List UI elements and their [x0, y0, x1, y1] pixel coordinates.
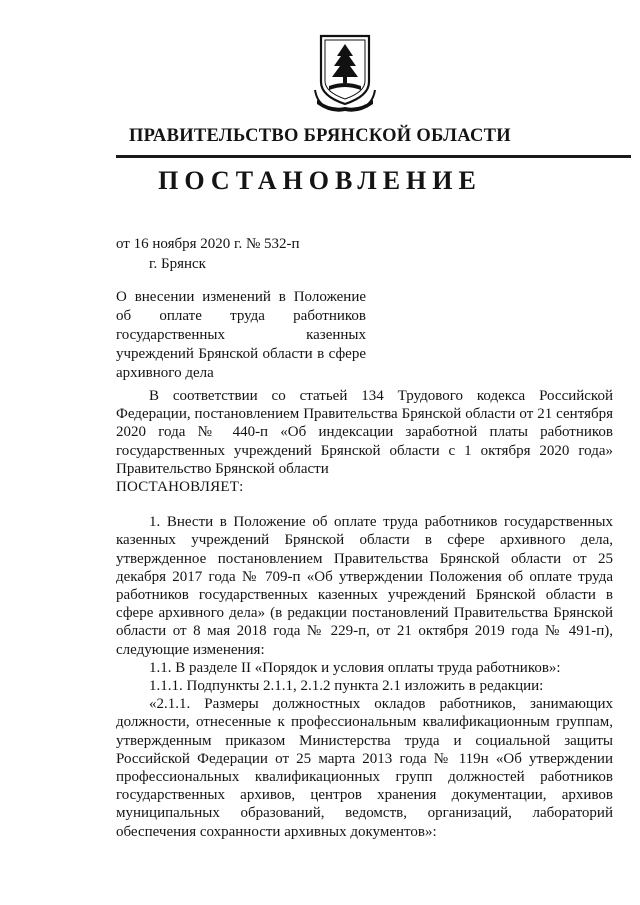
header-divider [116, 155, 631, 158]
document-meta [116, 234, 300, 274]
body-paragraph: «2.1.1. Размеры должностных окладов работников, занимающих должности, отнесенные к профессиональным квалификационным группам, утвержденным приказом Министерства труда и социальной защиты Российской Федерации от 25 марта 2013 года № 119н «Об утверждении профессиональных квалификационных групп должностей работников государственных архивов, центров хранения документации, архивов муниципальных образований, ведомств, организаций, лабораторий обеспечения сохранности архивных документов»: [116, 696, 613, 840]
body-paragraph: 1.1. В разделе II «Порядок и условия оплаты труда работников»: [149, 659, 561, 676]
document-subject: О внесении изменений в Положение об оплате труда работников государственных казенных учреждений Брянской области в сфере архивного дела [116, 289, 366, 381]
body-paragraph: 1. Внести в Положение об оплате труда работников государственных казенных учреждений Брянской области в сфере архивного дела, утвержденное постановлением Правительства Брянской области от 25 декабря 2017 года № 709-п «Об утверждении Положения об оплате труда работников государственных казенных учреждений Брянской области в сфере архивного дела» (в редакции постановлений Правительства Брянской области от 8 мая 2018 года № 229-п, от 21 октября 2019 года № 491-п), следующие изменения: [116, 514, 613, 658]
preamble-paragraph: В соответствии со статьей 134 Трудового кодекса Российской Федерации, постановлением Правительства Брянской области от 21 сентября 2020 года № 440-п «Об индексации заработной платы работников государственных учреждений Брянской области с 1 октября 2020 года» Правительство Брянской области [116, 388, 613, 477]
document-body [116, 387, 613, 841]
city: г. Брянск [149, 256, 206, 272]
resolves-keyword: ПОСТАНОВЛЯЕТ: [116, 479, 244, 496]
document-type-title: ПОСТАНОВЛЕНИЕ [158, 166, 482, 195]
coat-of-arms-icon [311, 30, 379, 114]
date-number: от 16 ноября 2020 г. № 532-п [116, 236, 300, 252]
body-paragraph: 1.1.1. Подпункты 2.1.1, 2.1.2 пункта 2.1 изложить в редакции: [149, 678, 544, 695]
organization-name: ПРАВИТЕЛЬСТВО БРЯНСКОЙ ОБЛАСТИ [128, 126, 511, 146]
